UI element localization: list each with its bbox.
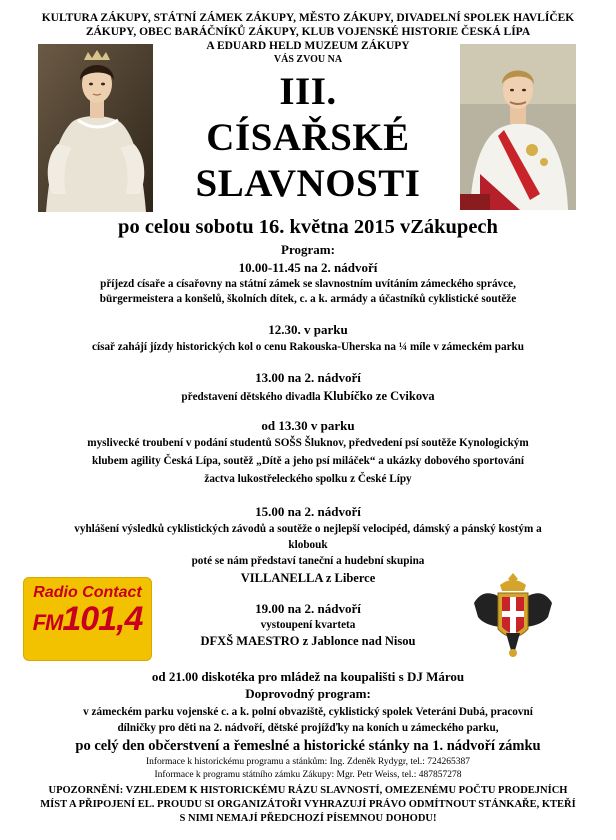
warning-line-3: S NIMI NEMAJÍ PŘEDCHOZÍ PÍSEMNOU DOHODU!: [179, 813, 437, 824]
program-text-1b: bürgermeistera a konšelů, školních dítek, c. a k. armády a účastníků cyklistické soutěže: [99, 293, 517, 305]
radio-logo-name: Radio Contact: [33, 584, 142, 601]
radio-logo-fm: FM: [32, 610, 63, 635]
info-line-2: Informace k programu státního zámku Zákupy: Mgr. Petr Weiss, tel.: 487857278: [154, 770, 462, 780]
accompanying-text-a: v zámeckém parku vojenské c. a k. polní obvaziště, cyklistický spolek Veteráni Dubá, pracovní: [83, 706, 533, 718]
program-text-6b: DFXŠ MAESTRO z Jablonce nad Nisou: [200, 634, 416, 648]
program-text-3-prefix: představení dětského divadla: [181, 391, 324, 403]
program-text-5b: klobouk: [288, 539, 328, 551]
coat-of-arms-icon: [470, 567, 556, 663]
edition-number: III.: [279, 70, 337, 113]
program-text-4c: žactva lukostřeleckého spolku z České Lípy: [204, 473, 412, 485]
radio-contact-logo: [23, 577, 152, 661]
warning-line-1: UPOZORNĚNÍ: VZHLEDEM K HISTORICKÉMU RÁZU SLAVNOSTÍ, OMEZENÉMU POČTU PRODEJNÍCH: [48, 785, 568, 796]
program-text-2: císař zahájí jízdy historických kol o cenu Rakouska-Uherska na ¼ míle v zámeckém parku: [92, 341, 524, 353]
accompanying-text-b: dílničky pro děti na 2. nádvoří, dětské projížďky na koních u zámeckého parku,: [117, 722, 499, 734]
organizers-line-1: KULTURA ZÁKUPY, STÁTNÍ ZÁMEK ZÁKUPY, MĚSTO ZÁKUPY, DIVADELNÍ SPOLEK HAVLÍČEK: [41, 12, 575, 24]
program-time-2: 12.30. v parku: [268, 322, 348, 337]
info-line-1: Informace k historickému programu a stánkům: Ing. Zdeněk Rydygr, tel.: 724265387: [145, 757, 470, 767]
radio-logo-freq: 101,4: [62, 600, 143, 638]
program-text-4a: myslivecké troubení v podání studentů SOŠS Šluknov, předvedení psí soutěže Kynologickým: [87, 437, 529, 449]
all-day-text: po celý den občerstvení a řemeslné a historické stánky na 1. nádvoří zámku: [75, 738, 541, 754]
program-time-3: 13.00 na 2. nádvoří: [255, 370, 361, 385]
accompanying-heading: Doprovodný program:: [245, 686, 371, 701]
program-time-6: 19.00 na 2. nádvoří: [255, 601, 361, 616]
program-time-7: od 21.00 diskotéka pro mládež na koupališti s DJ Márou: [151, 669, 465, 684]
program-text-3-emph: Klubíčko ze Cvikova: [323, 389, 435, 403]
program-heading: Program:: [281, 242, 335, 257]
program-time-1: 10.00-11.45 na 2. nádvoří: [238, 260, 378, 275]
radio-logo-frequency: [24, 600, 151, 639]
event-subtitle: SLAVNOSTI: [195, 162, 421, 205]
program-text-5d: VILLANELLA z Liberce: [240, 571, 376, 585]
program-text-1a: příjezd císaře a císařovny na státní zámek se slavnostním uvítáním zámeckého správce,: [100, 278, 516, 290]
program-time-4: od 13.30 v parku: [261, 418, 355, 433]
invite-text: VÁS ZVOU NA: [273, 54, 343, 65]
event-date: po celou sobotu 16. května 2015 vZákupech: [118, 216, 498, 238]
program-time-5: 15.00 na 2. nádvoří: [255, 504, 361, 519]
organizers-line-2: ZÁKUPY, OBEC BARÁČNÍKŮ ZÁKUPY, KLUB VOJENSKÉ HISTORIE ČESKÁ LÍPA: [85, 26, 531, 38]
program-text-5a: vyhlášení výsledků cyklistických závodů a soutěže o nejlepší velocipéd, dámský a pánský kostým a: [74, 523, 542, 535]
program-text-4b: klubem agility Česká Lípa, soutěž „Dítě a jeho psí miláček“ a ukázky dobového sportování: [92, 455, 524, 467]
program-text-6a: vystoupení kvarteta: [260, 619, 356, 631]
program-text-5c: poté se nám představí taneční a hudební skupina: [191, 555, 425, 567]
warning-line-2: MÍST A PŘIPOJENÍ EL. PROUDU SI ORGANIZÁTOŘI VYHRAZUJÍ PRÁVO ODMÍTNOUT STÁNKAŘE, KTEŘÍ: [40, 799, 576, 810]
event-title: CÍSAŘSKÉ: [206, 116, 410, 159]
program-text-3: [0, 389, 616, 404]
organizers-line-3: A EDUARD HELD MUZEUM ZÁKUPY: [206, 40, 410, 52]
